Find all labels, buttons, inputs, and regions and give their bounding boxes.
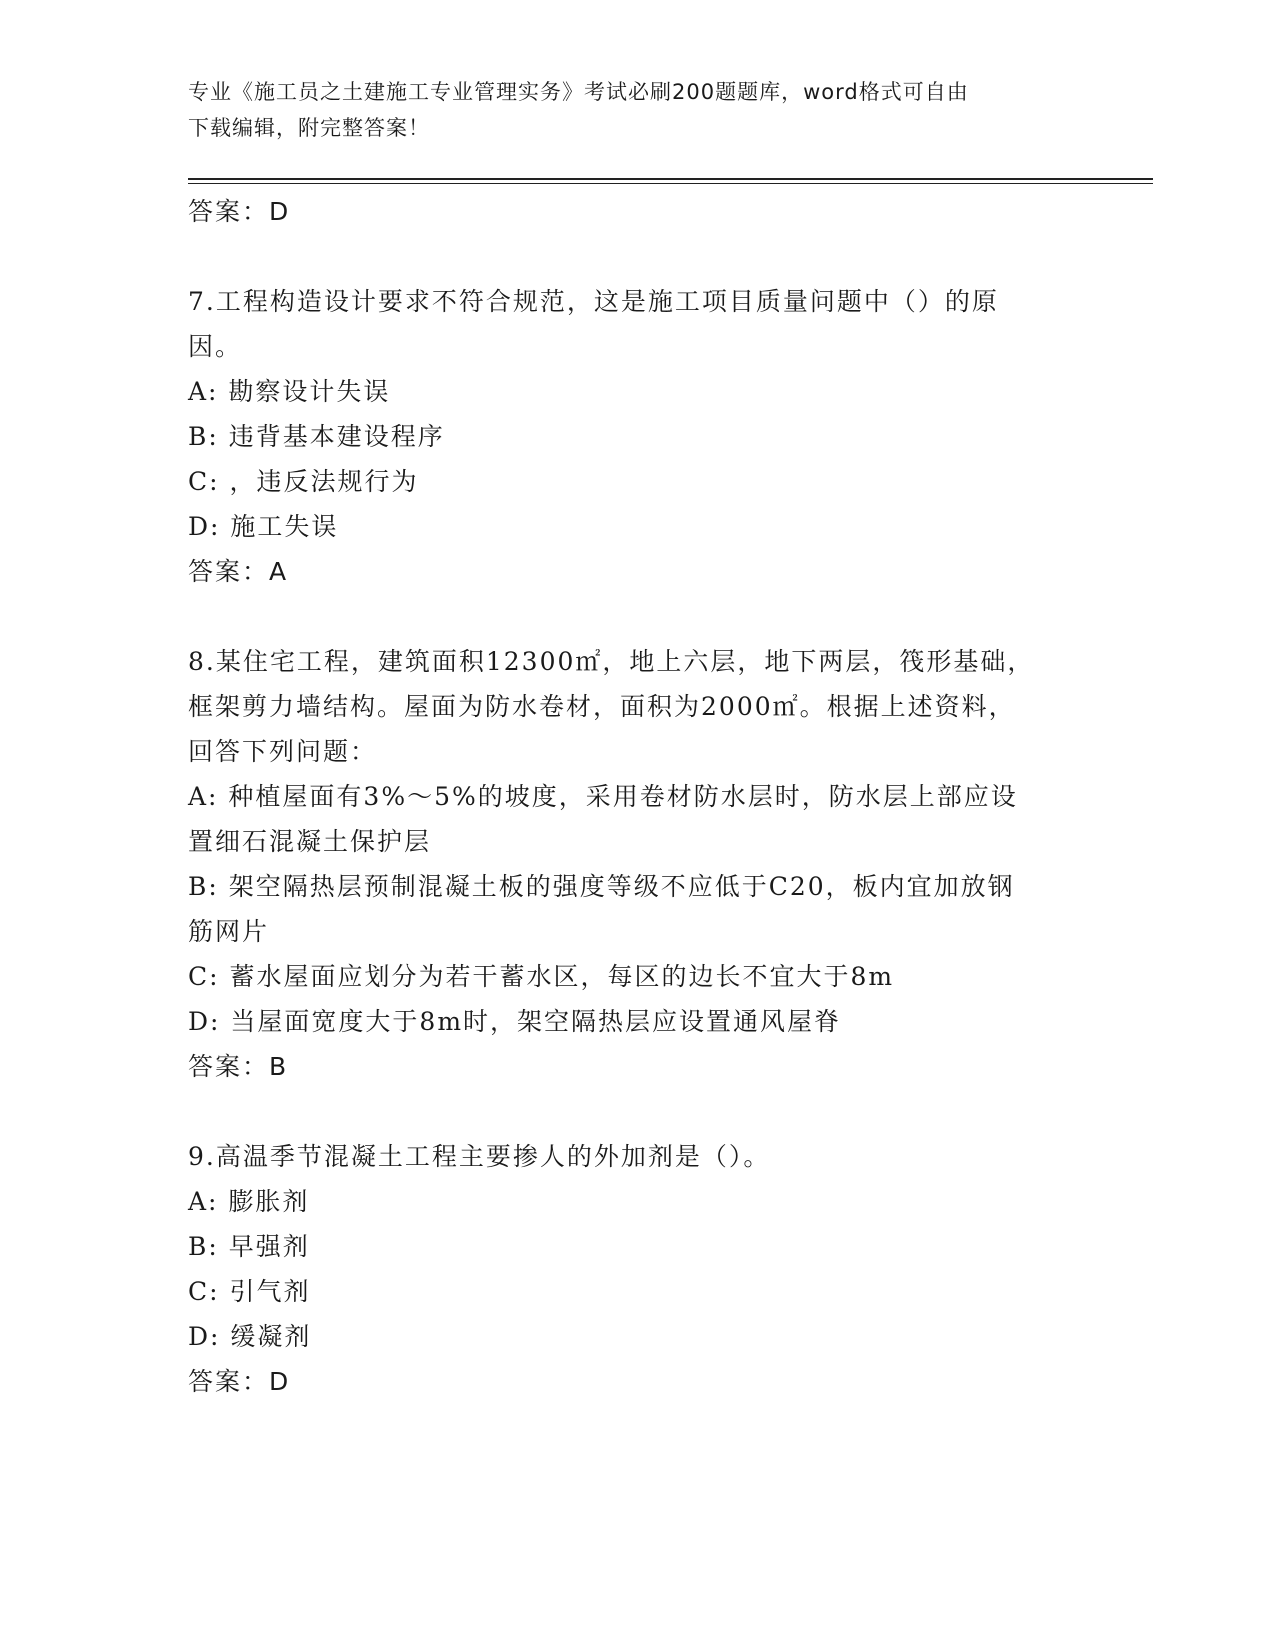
option-a: A: 种植屋面有3%～5%的坡度，采用卷材防水层时，防水层上部应设 (188, 782, 1018, 811)
question-9 (188, 1134, 1093, 1404)
spacer (188, 594, 1093, 639)
option-d: D: 当屋面宽度大于8m时，架空隔热层应设置通风屋脊 (188, 1007, 842, 1036)
question-7 (188, 279, 1093, 594)
document-header (188, 74, 1068, 146)
header-line-2: 下载编辑，附完整答案！ (188, 116, 430, 140)
option-a: A: 勘察设计失误 (188, 377, 391, 406)
option-c: C: 引气剂 (188, 1277, 311, 1306)
answer: 答案：B (188, 1052, 289, 1081)
option-b: B: 违背基本建设程序 (188, 422, 445, 451)
option-a: A: 膨胀剂 (188, 1187, 310, 1216)
header-line-1: 专业《施工员之土建施工专业管理实务》考试必刷200题题库，word格式可自由 (188, 80, 969, 104)
question-content (188, 189, 1093, 1404)
option-c: C: ，违反法规行为 (188, 467, 419, 496)
option-d: D: 施工失误 (188, 512, 339, 541)
header-rule-thin (188, 183, 1153, 184)
question-stem: 8.某住宅工程，建筑面积12300㎡，地上六层，地下两层，筏形基础， (188, 647, 1035, 676)
previous-answer: 答案：D (188, 197, 291, 226)
question-stem: 因。 (188, 332, 243, 361)
option-d: D: 缓凝剂 (188, 1322, 312, 1351)
answer: 答案：D (188, 1367, 291, 1396)
option-b-continued: 筋网片 (188, 917, 270, 946)
option-a-continued: 置细石混凝土保护层 (188, 827, 432, 856)
option-b: B: 架空隔热层预制混凝土板的强度等级不应低于C20，板内宜加放钢 (188, 872, 1015, 901)
answer: 答案：A (188, 557, 289, 586)
question-stem: 7.工程构造设计要求不符合规范，这是施工项目质量问题中（）的原 (188, 287, 999, 316)
question-stem: 9.高温季节混凝土工程主要掺人的外加剂是（）。 (188, 1142, 771, 1171)
option-c: C: 蓄水屋面应划分为若干蓄水区，每区的边长不宜大于8m (188, 962, 895, 991)
option-b: B: 早强剂 (188, 1232, 310, 1261)
question-8 (188, 639, 1093, 1089)
spacer (188, 1089, 1093, 1134)
header-rule-thick (188, 178, 1153, 180)
question-stem: 框架剪力墙结构。屋面为防水卷材，面积为2000㎡。根据上述资料， (188, 692, 1016, 721)
question-stem: 回答下列问题： (188, 737, 378, 766)
spacer (188, 234, 1093, 279)
